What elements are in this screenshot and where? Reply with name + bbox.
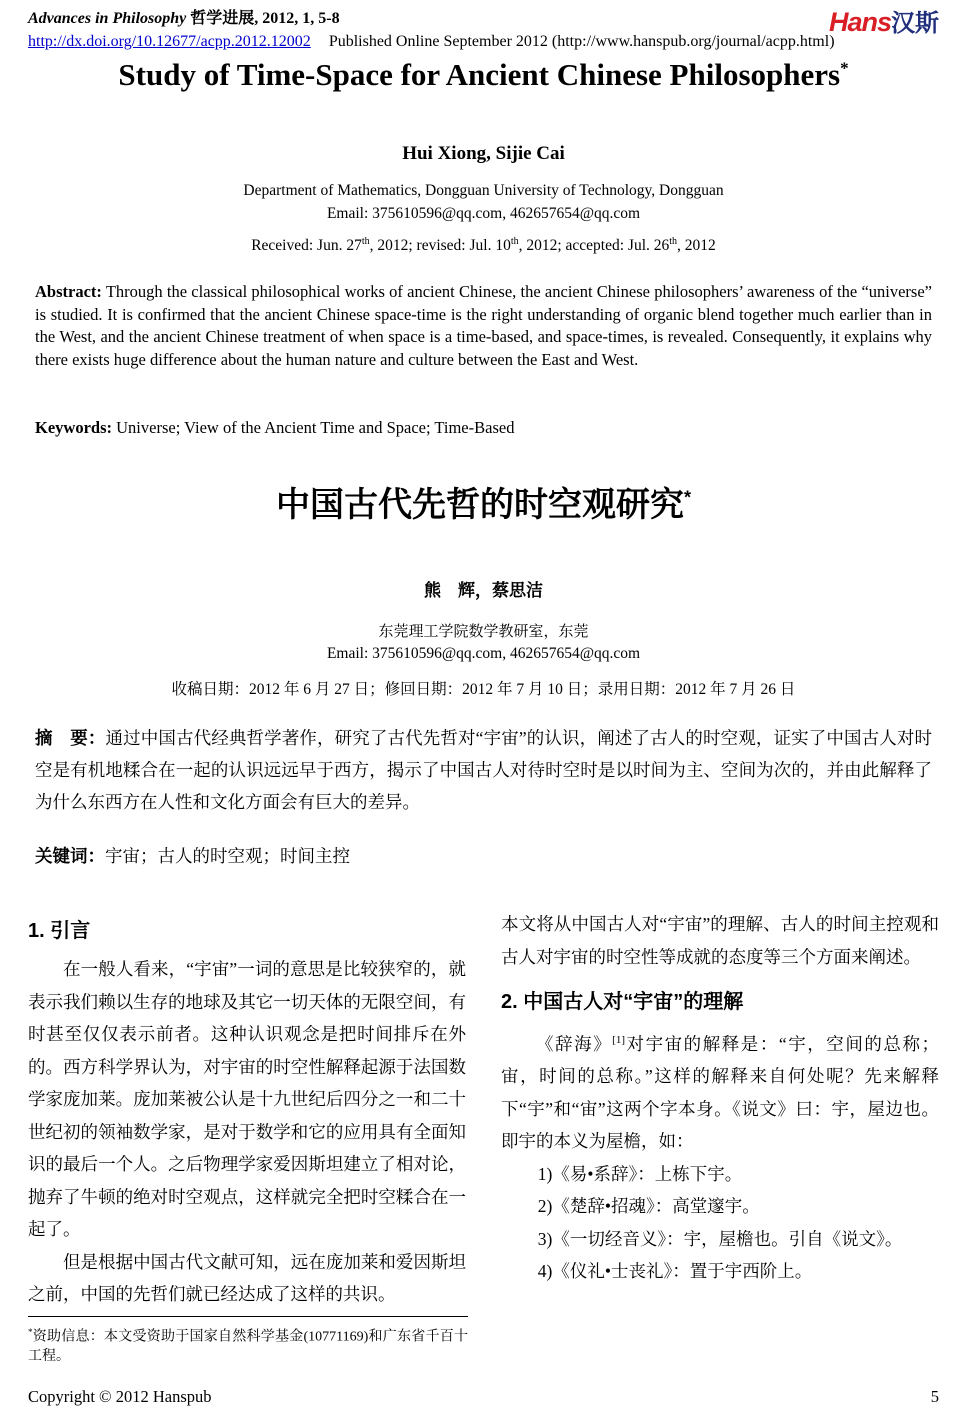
received-part: , 2012; accepted: Jul. 26 [518,237,670,255]
paper-title-chinese [0,477,967,526]
list-item: 3)《一切经音义》：宇，屋檐也。引自《说文》。 [537,1228,903,1249]
section-1-paragraph-1: 在一般人看来，“宇宙”一词的意思是比较狭窄的，就表示我们赖以生存的地球及其它一切天体的无限空间，有时甚至仅仅表示前者。这种认识观念是把时间排斥在外的。西方科学界认为，对宇宙的时空性解释起源于法国数学家庞加莱。庞加莱被公认是十九世纪后四分之一和二十世纪初的领袖数学家，是对于数学和它的应用具有全面知识的最后一个人。之后物理学家爱因斯坦建立了相对论，抛弃了牛顿的绝对时空观点，这样就完全把时空糅合在一起了。 [28,959,466,1239]
cihai-ref-post: 对宇宙的解释是：“宇，空间的总称；宙，时间的总称。”这样的解释来自何处呢？先来解释下“宇”和“宙”这两个字本身。《说文》曰：宇，屋边也。即宇的本义为屋檐，如： [501,1033,939,1152]
received-line [0,236,967,255]
abstract-label: Abstract: [35,282,102,301]
doi-line [28,33,939,51]
paper-title-chinese-text: 中国古代先哲的时空观研究 [275,486,684,524]
email-line-english: Email: 375610596@qq.com, 462657654@qq.com [326,205,641,222]
classic-quotes-list [501,1158,939,1288]
body-columns [28,908,939,1311]
abstract-english [35,281,932,371]
list-item: 2)《楚辞•招魂》：高堂邃宇。 [537,1196,760,1217]
left-column [28,908,466,1311]
footnote-mark: * [28,1327,33,1337]
funding-footnote [28,1316,468,1366]
page-number: 5 [930,1387,939,1406]
keywords-text-cn: 宇宙；古人的时空观；时间主控 [105,846,350,866]
received-superscript: th [669,236,678,247]
section-1-paragraph-2-continued: 本文将从中国古人对“宇宙”的理解、古人的时间主控观和古人对宇宙的时空性等成就的态度等三个方面来阐述。 [501,914,939,967]
paper-title-english-text: Study of Time-Space for Ancient Chinese Philosophers [118,57,841,92]
doi-link[interactable]: http://dx.doi.org/10.12677/acpp.2012.12002 [28,33,311,50]
title-footnote-mark: * [840,58,849,78]
list-item: 4)《仪礼•士丧礼》：置于宇西阶上。 [537,1261,813,1282]
received-part: Received: Jun. 27 [251,237,362,255]
journal-issue: 哲学进展, 2012, 1, 5-8 [190,10,340,27]
section-1-heading: 1. 引言 [28,920,91,942]
keywords-text: Universe; View of the Ancient Time and Space; Time-Based [112,418,515,437]
abstract-label-cn: 摘 要： [35,728,106,748]
received-part: , 2012; revised: Jul. 10 [369,237,511,255]
hanspub-logo-cn: 汉斯 [891,10,939,37]
citation-1: [1] [612,1034,625,1046]
title-footnote-mark-cn: * [683,487,691,508]
list-item: 1)《易•系辞》：上栋下宇。 [537,1163,743,1184]
dates-chinese: 收稿日期：2012 年 6 月 27 日；修回日期：2012 年 7 月 10 日；录用日期：2012 年 7 月 26 日 [171,681,796,698]
section-2-paragraph-1 [501,1024,939,1158]
hanspub-logo [829,3,939,38]
paper-title-english [0,57,967,93]
page-footer [28,1387,939,1407]
journal-line [28,5,939,28]
byline-chinese [0,576,967,699]
byline-english [0,143,967,255]
abstract-text-cn: 通过中国古代经典哲学著作，研究了古代先哲对“宇宙”的认识，阐述了古人的时空观，证实了中国古人对时空是有机地糅合在一起的认识远远早于西方，揭示了中国古人对待时空时是以时间为主、空间为次的，并由此解释了为什么东西方在人性和文化方面会有巨大的差异。 [35,728,933,812]
email-line-chinese: Email: 375610596@qq.com, 462657654@qq.com [326,645,641,662]
abstract-text: Through the classical philosophical works of ancient Chinese, the ancient Chinese philosophers’ awareness of the “universe” is studied. It is confirmed that the ancient Chinese space-time is the right understanding of organic blend together much earlier than in the West, and the ancient Chinese treatment of when space is a time-based, and space-times, is revealed. Consequently, it explains why there exists huge difference about the human nature and culture between the East and West. [35,282,932,369]
journal-name: Advances in Philosophy [28,10,187,27]
authors-english: Hui Xiong, Sijie Cai [402,143,565,164]
keywords-english [35,418,932,438]
authors-chinese: 熊 辉，蔡思洁 [424,581,543,600]
affiliation-chinese: 东莞理工学院数学教研室，东莞 [378,624,589,640]
hanspub-logo-hans: Hans [828,7,891,37]
keywords-chinese [35,843,932,868]
right-column [501,908,939,1311]
received-superscript: th [361,236,370,247]
cihai-ref-pre: 《辞海》 [536,1033,613,1054]
copyright-notice: Copyright © 2012 Hanspub [28,1387,212,1406]
published-online: Published Online September 2012 (http://www.hanspub.org/journal/acpp.html) [328,33,835,50]
section-1-paragraph-2: 但是根据中国古代文献可知，远在庞加莱和爱因斯坦之前，中国的先哲们就已经达成了这样的共识。 [28,1251,466,1304]
affiliation-english: Department of Mathematics, Dongguan University of Technology, Dongguan [243,182,724,199]
section-2-heading: 2. 中国古人对“宇宙”的理解 [501,991,744,1013]
received-superscript: th [510,236,519,247]
received-part: , 2012 [677,237,716,255]
page-header [28,5,939,51]
footnote-text: 资助信息：本文受资助于国家自然科学基金(10771169)和广东省千百十工程。 [28,1329,468,1364]
abstract-chinese [35,722,932,818]
keywords-label: Keywords: [35,418,112,437]
keywords-label-cn: 关键词： [35,846,105,866]
